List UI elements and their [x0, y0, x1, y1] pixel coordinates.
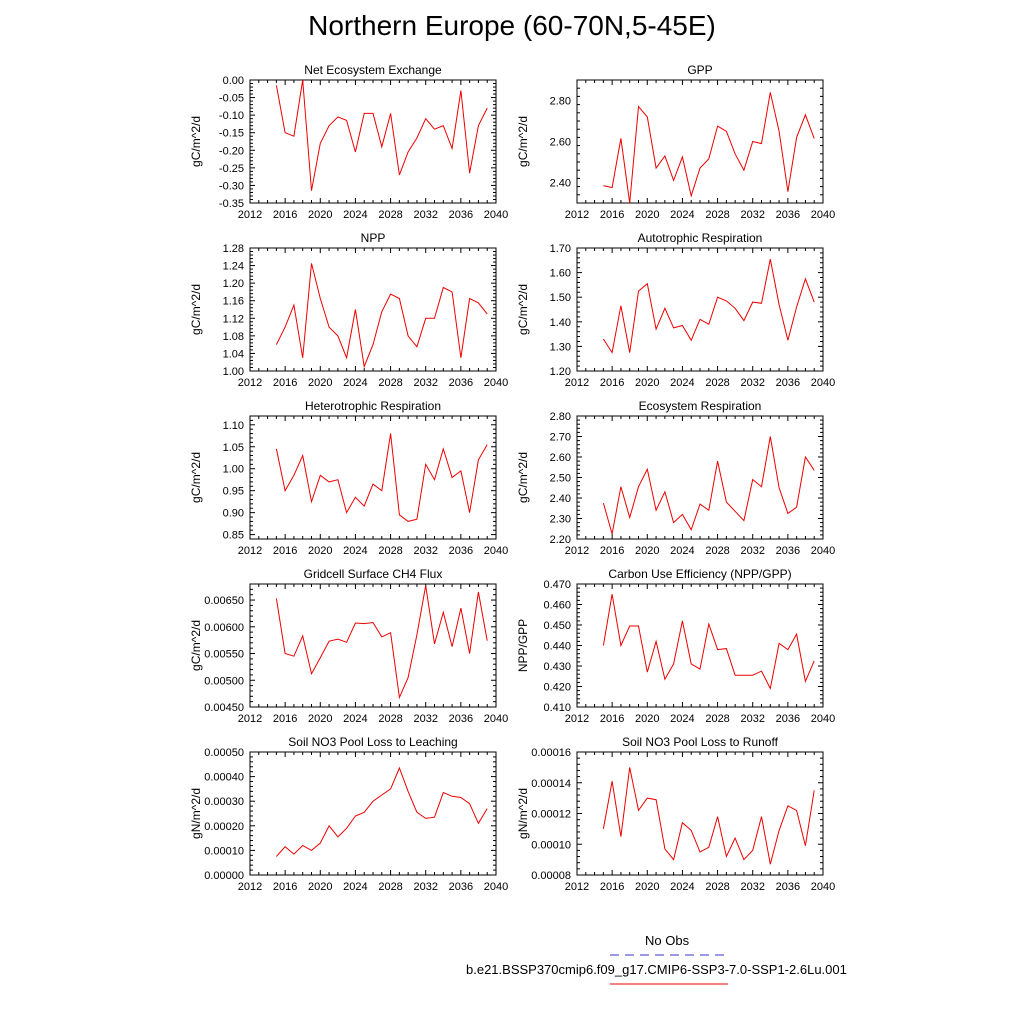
plot-frame: [250, 416, 496, 539]
x-tick-label: 2016: [272, 713, 298, 725]
x-tick-label: 2028: [705, 377, 730, 389]
plot-frame: [577, 80, 823, 203]
x-tick-label: 2028: [705, 881, 730, 893]
y-tick-label: -0.10: [218, 110, 244, 123]
x-tick-label: 2024: [343, 209, 368, 221]
plot-frame: [577, 752, 823, 875]
x-tick-label: 2020: [308, 713, 333, 725]
x-tick-label: 2028: [378, 881, 403, 893]
y-axis-label: gN/m^2/d: [189, 788, 203, 839]
y-tick-label: 0.90: [222, 507, 244, 520]
x-tick-label: 2036: [775, 713, 801, 725]
x-tick-label: 2036: [448, 713, 474, 725]
x-tick-label: 2032: [413, 209, 438, 221]
panel-soil-no3-pool-loss-to-runoff: [516, 735, 835, 893]
panel-heterotrophic-respiration: [189, 399, 508, 557]
x-tick-label: 2028: [705, 545, 730, 557]
y-axis-label: gC/m^2/d: [516, 116, 530, 167]
x-tick-label: 2020: [635, 209, 660, 221]
y-axis-label: gC/m^2/d: [516, 284, 530, 335]
x-tick-label: 2020: [635, 377, 660, 389]
y-tick-label: -0.20: [218, 145, 244, 158]
x-tick-label: 2020: [635, 881, 660, 893]
y-tick-label: 0.00030: [204, 796, 244, 809]
panel-gpp: [516, 63, 835, 221]
x-tick-label: 2032: [413, 881, 438, 893]
x-tick-label: 2016: [599, 377, 625, 389]
series-line: [603, 259, 814, 353]
y-axis-label: gC/m^2/d: [516, 452, 530, 503]
y-tick-label: 0.95: [222, 485, 244, 498]
plot-frame: [250, 80, 496, 203]
y-tick-label: 0.00016: [531, 747, 571, 759]
x-tick-label: 2036: [775, 209, 801, 221]
x-tick-label: 2040: [483, 545, 509, 557]
x-tick-label: 2016: [272, 209, 298, 221]
x-tick-label: 2012: [564, 377, 590, 389]
plot-frame: [250, 584, 496, 707]
y-tick-label: 2.80: [549, 411, 571, 423]
y-tick-label: 1.16: [222, 295, 244, 308]
y-tick-label: 1.20: [222, 278, 244, 291]
x-tick-label: 2032: [413, 713, 438, 725]
y-tick-label: 0.00600: [204, 621, 244, 634]
x-tick-label: 2024: [670, 881, 695, 893]
y-tick-label: 0.470: [543, 579, 571, 591]
y-tick-label: 2.80: [549, 95, 571, 108]
x-tick-label: 2032: [740, 545, 765, 557]
x-tick-label: 2016: [599, 881, 625, 893]
x-tick-label: 2036: [448, 545, 474, 557]
y-tick-label: 1.04: [222, 348, 244, 361]
panel-title: Heterotrophic Respiration: [304, 399, 442, 413]
x-tick-label: 2012: [564, 881, 590, 893]
series-line: [276, 434, 487, 522]
y-tick-label: 2.40: [549, 493, 571, 505]
y-tick-label: 1.05: [222, 441, 244, 454]
plot-frame: [577, 416, 823, 539]
x-tick-label: 2028: [378, 209, 403, 221]
y-tick-label: -0.35: [218, 198, 244, 210]
y-axis-label: gC/m^2/d: [189, 452, 203, 503]
x-tick-label: 2016: [272, 881, 298, 893]
x-tick-label: 2024: [343, 377, 368, 389]
y-axis-label: gN/m^2/d: [516, 788, 530, 839]
x-tick-label: 2032: [740, 881, 765, 893]
y-tick-label: 0.00550: [204, 648, 244, 661]
legend-label-no-obs: No Obs: [645, 933, 690, 948]
x-tick-label: 2028: [705, 713, 730, 725]
y-tick-label: 1.20: [549, 366, 571, 378]
y-tick-label: 1.50: [549, 292, 571, 305]
x-tick-label: 2020: [308, 881, 333, 893]
y-tick-label: 0.00040: [204, 771, 244, 784]
panel-title: Ecosystem Respiration: [638, 399, 762, 413]
x-tick-label: 2032: [740, 377, 765, 389]
plot-frame: [577, 248, 823, 371]
x-tick-label: 2024: [670, 545, 695, 557]
y-tick-label: 1.30: [549, 341, 571, 354]
x-tick-label: 2028: [378, 545, 403, 557]
x-tick-label: 2012: [564, 713, 590, 725]
y-tick-label: 1.00: [222, 463, 244, 476]
panel-npp: [189, 231, 508, 389]
y-tick-label: 1.08: [222, 330, 244, 343]
y-tick-label: 0.00000: [204, 870, 244, 882]
x-tick-label: 2032: [740, 209, 765, 221]
x-tick-label: 2020: [308, 377, 333, 389]
y-tick-label: 1.60: [549, 267, 571, 280]
x-tick-label: 2024: [670, 209, 695, 221]
x-tick-label: 2016: [272, 377, 298, 389]
x-tick-label: 2036: [448, 209, 474, 221]
panel-carbon-use-efficiency-npp-gpp: [516, 567, 835, 725]
x-tick-label: 2012: [237, 713, 263, 725]
panel-ecosystem-respiration: [516, 399, 835, 557]
y-tick-label: 0.420: [543, 681, 571, 694]
x-tick-label: 2036: [775, 545, 801, 557]
x-tick-label: 2012: [237, 377, 263, 389]
panel-autotrophic-respiration: [516, 231, 835, 389]
x-tick-label: 2036: [448, 377, 474, 389]
x-tick-label: 2020: [308, 209, 333, 221]
series-line: [603, 437, 814, 534]
x-tick-label: 2020: [635, 545, 660, 557]
y-tick-label: 0.00010: [531, 839, 571, 852]
y-tick-label: 0.00450: [204, 702, 244, 714]
series-line: [276, 768, 487, 857]
x-tick-label: 2028: [378, 377, 403, 389]
y-axis-label: NPP/GPP: [516, 618, 530, 673]
x-tick-label: 2032: [413, 377, 438, 389]
x-tick-label: 2040: [810, 377, 836, 389]
y-tick-label: 1.00: [222, 366, 244, 378]
y-tick-label: -0.30: [218, 180, 244, 193]
series-line: [603, 767, 814, 864]
panel-net-ecosystem-exchange: [189, 63, 508, 221]
x-tick-label: 2040: [810, 545, 836, 557]
y-tick-label: 0.00008: [531, 870, 571, 882]
x-tick-label: 2016: [272, 545, 298, 557]
x-tick-label: 2012: [237, 545, 263, 557]
x-tick-label: 2012: [237, 209, 263, 221]
x-tick-label: 2036: [775, 881, 801, 893]
y-tick-label: -0.05: [218, 92, 244, 105]
x-tick-label: 2036: [448, 881, 474, 893]
x-tick-label: 2040: [810, 881, 836, 893]
legend-label-simulation: b.e21.BSSP370cmip6.f09_g17.CMIP6-SSP3-7.0-SSP1-2.6Lu.001: [466, 962, 847, 977]
plot-frame: [250, 248, 496, 371]
x-tick-label: 2024: [343, 545, 368, 557]
y-tick-label: 1.24: [222, 260, 244, 273]
x-tick-label: 2012: [237, 881, 263, 893]
y-tick-label: 0.00012: [531, 808, 571, 821]
plot-frame: [250, 752, 496, 875]
y-tick-label: 0.00020: [204, 820, 244, 833]
x-tick-label: 2036: [775, 377, 801, 389]
x-tick-label: 2016: [599, 545, 625, 557]
y-tick-label: 0.85: [222, 529, 244, 542]
x-tick-label: 2040: [483, 881, 509, 893]
x-tick-label: 2032: [413, 545, 438, 557]
y-tick-label: 1.28: [222, 243, 244, 255]
x-tick-label: 2012: [564, 209, 590, 221]
x-tick-label: 2028: [378, 713, 403, 725]
y-tick-label: 0.00014: [531, 777, 571, 790]
panel-title: GPP: [687, 63, 713, 77]
y-tick-label: 1.70: [549, 243, 571, 255]
panel-title: Net Ecosystem Exchange: [304, 63, 442, 77]
y-tick-label: 2.20: [549, 534, 571, 546]
x-tick-label: 2040: [483, 713, 509, 725]
x-tick-label: 2040: [810, 209, 836, 221]
x-tick-label: 2012: [564, 545, 590, 557]
y-tick-label: 1.12: [222, 313, 244, 326]
y-tick-label: 0.00: [222, 75, 244, 87]
y-tick-label: 2.50: [549, 472, 571, 485]
x-tick-label: 2016: [599, 209, 625, 221]
x-tick-label: 2028: [705, 209, 730, 221]
y-tick-label: 2.70: [549, 431, 571, 444]
x-tick-label: 2040: [810, 713, 836, 725]
page-title: Northern Europe (60-70N,5-45E): [308, 10, 716, 41]
series-line: [276, 586, 487, 698]
panel-title: Carbon Use Efficiency (NPP/GPP): [608, 567, 792, 581]
x-tick-label: 2032: [740, 713, 765, 725]
panel-soil-no3-pool-loss-to-leaching: [189, 735, 508, 893]
x-tick-label: 2016: [599, 713, 625, 725]
panel-title: Soil NO3 Pool Loss to Runoff: [622, 735, 778, 749]
x-tick-label: 2024: [670, 713, 695, 725]
y-tick-label: 2.60: [549, 452, 571, 464]
series-line: [276, 80, 487, 191]
y-tick-label: 0.00500: [204, 675, 244, 688]
panel-title: Gridcell Surface CH4 Flux: [303, 567, 443, 581]
y-tick-label: 0.450: [543, 620, 571, 632]
y-tick-label: 2.40: [549, 177, 571, 190]
y-axis-label: gC/m^2/d: [189, 284, 203, 335]
y-tick-label: 2.30: [549, 513, 571, 526]
y-tick-label: 1.10: [222, 419, 244, 432]
x-tick-label: 2020: [635, 713, 660, 725]
y-tick-label: -0.15: [218, 127, 244, 140]
x-tick-label: 2040: [483, 377, 509, 389]
panel-title: Soil NO3 Pool Loss to Leaching: [288, 735, 458, 749]
series-line: [603, 594, 814, 688]
y-tick-label: 1.40: [549, 316, 571, 329]
y-tick-label: 2.60: [549, 136, 571, 149]
y-tick-label: -0.25: [218, 162, 244, 175]
panel-gridcell-surface-ch4-flux: [189, 567, 508, 725]
x-tick-label: 2024: [670, 377, 695, 389]
y-tick-label: 0.00010: [204, 845, 244, 858]
x-tick-label: 2024: [343, 881, 368, 893]
x-tick-label: 2020: [308, 545, 333, 557]
y-tick-label: 0.440: [543, 640, 571, 653]
x-tick-label: 2040: [483, 209, 509, 221]
y-tick-label: 0.00650: [204, 595, 244, 608]
panel-title: NPP: [360, 231, 386, 245]
series-line: [603, 92, 814, 203]
panel-title: Autotrophic Respiration: [637, 231, 763, 245]
y-tick-label: 0.460: [543, 599, 571, 612]
y-axis-label: gC/m^2/d: [189, 620, 203, 671]
y-tick-label: 0.00050: [204, 747, 244, 759]
y-tick-label: 0.410: [543, 702, 571, 714]
y-tick-label: 0.430: [543, 661, 571, 673]
y-axis-label: gC/m^2/d: [189, 116, 203, 167]
series-line: [276, 263, 487, 366]
x-tick-label: 2024: [343, 713, 368, 725]
